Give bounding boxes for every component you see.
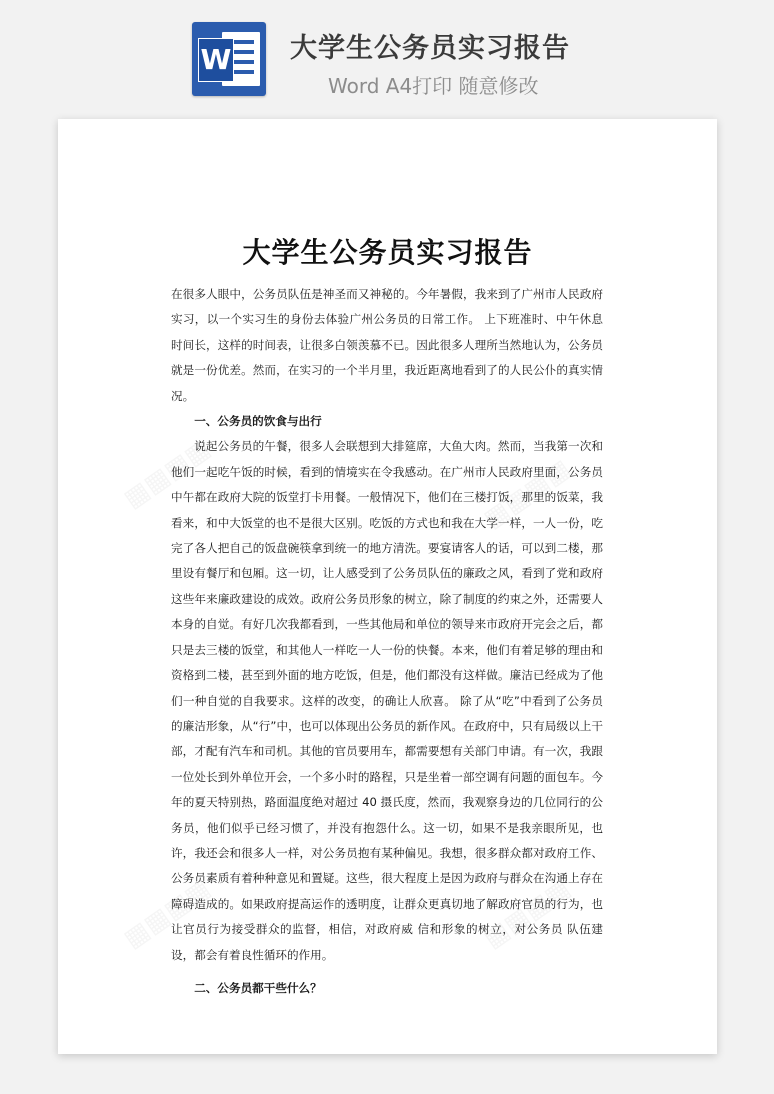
section-1-paragraph: 说起公务员的午餐，很多人会联想到大排筵席，大鱼大肉。然而，当我第一次和他们一起吃午饭的时候，看到的情境实在令我感动。在广州市人民政府里面，公务员中午都在政府大院的饭堂打卡用餐。一般情况下，他们在三楼打饭，那里的饭菜，我看来，和中大饭堂的也不是很大区别。吃饭的方式也和我在大学一样，一人一份，吃完了各人把自己的饭盘碗筷拿到统一的地方清洗。要宴请客人的话，可以到二楼，那里设有餐厅和包厢。这一切，让人感受到了公务员队伍的廉政之风，看到了党和政府这些年来廉政建设的成效。政府公务员形象的树立，除了制度的约束之外，还需要人本身的自觉。有好几次我都看到，一些其他局和单位的领导来市政府开完会之后，都只是去三楼的饭堂，和其他人一样吃一人一份的快餐。本来，他们有着足够的理由和资格到二楼，甚至到外面的地方吃饭，但是，他们都没有这样做。廉洁已经成为了他们一种自觉的自我要求。这样的改变，的确让人欣喜。 除了从“吃”中看到了公务员的廉洁形象，从“行”中，也可以体现出公务员的新作风。在政府中，只有局级以上干部，才配有汽车和司机。其他的官员要用车，都需要想有关部门申请。有一次，我跟一位处长到外单位开会，一个多小时的路程，只是坐着一部空调有问题的面包车。今年的夏天特别热，路面温度绝对超过 40 摄氏度，然而，我观察身边的几位同行的公务员，他们似乎已经习惯了，并没有抱怨什么。这一切，如果不是我亲眼所见，也许，我还会和很多人一样，对公务员抱有某种偏见。我想，很多群众都对政府工作、公务员素质有着种种意见和置疑。这些，很大程度上是因为政府与群众在沟通上存在障碍造成的。如果政府提高运作的透明度，让群众更真切地了解政府官员的行为，也让官员行为接受群众的监督，相信，对政府威 信和形象的树立，对公务员 队伍建设，都会有着良性循环的作用。 [171, 439, 603, 962]
banner-subtitle: Word A4打印 随意修改 [328, 74, 539, 98]
icon-letter: W [198, 38, 234, 82]
header-banner [0, 0, 774, 110]
intro-paragraph: 在很多人眼中，公务员队伍是神圣而又神秘的。今年暑假，我来到了广州市人民政府实习，以一个实习生的身份去体验广州公务员的日常工作。 上下班准时、中午休息时间长，这样的时间表，让很多白领羡慕不已。因此很多人理所当然地认为，公务员就是一份优差。然而，在实习的一个半月里，我近距离地看到了的人民公仆的真实情况。 [171, 287, 603, 403]
document-body [171, 282, 603, 1001]
document-title: 大学生公务员实习报告 [242, 236, 533, 269]
word-document-icon [192, 22, 266, 96]
section-heading-2: 二、公务员都干些什么？ [194, 980, 322, 995]
document-page [58, 119, 717, 1054]
section-heading-1: 一、公务员的饮食与出行 [194, 414, 322, 429]
banner-title: 大学生公务员实习报告 [290, 33, 570, 64]
